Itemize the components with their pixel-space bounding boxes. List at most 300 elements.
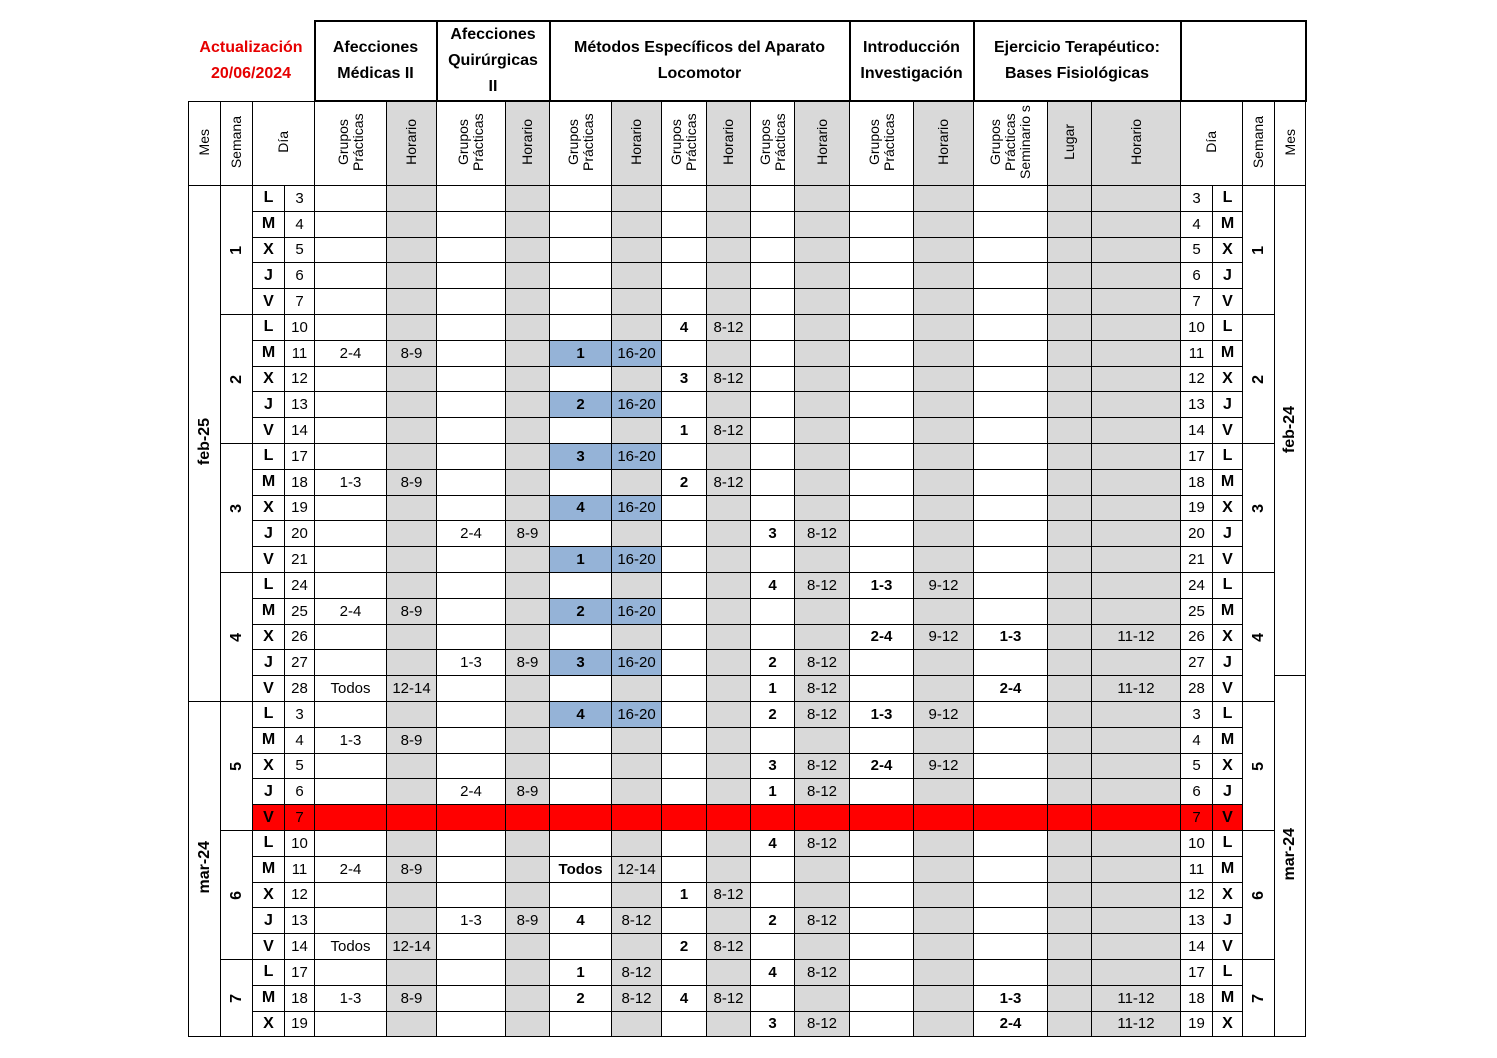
cell-me3h [795, 314, 850, 340]
cell-me2h [707, 676, 751, 702]
cell-me1g [550, 366, 612, 392]
day-letter: V [253, 547, 285, 573]
day-letter: L [253, 572, 285, 598]
day-letter-right: X [1213, 1011, 1243, 1037]
cell-aqh: 8-9 [506, 908, 550, 934]
cell-me3g [751, 443, 795, 469]
day-number-right: 18 [1181, 469, 1213, 495]
cell-amg [315, 805, 387, 831]
cell-me3h: 8-12 [795, 959, 850, 985]
cell-aqg [437, 882, 506, 908]
cell-aqh [506, 985, 550, 1011]
cell-me1g [550, 779, 612, 805]
cell-amg [315, 753, 387, 779]
cell-aqh [506, 418, 550, 444]
cell-aqh [506, 624, 550, 650]
cell-lugar [1048, 443, 1092, 469]
cell-lugar [1048, 314, 1092, 340]
cell-eg [974, 727, 1048, 753]
cell-eg [974, 211, 1048, 237]
cell-lugar [1048, 934, 1092, 960]
cell-me3h: 8-12 [795, 572, 850, 598]
cell-eh: 11-12 [1092, 676, 1181, 702]
day-number: 14 [285, 418, 315, 444]
cell-ig [850, 521, 914, 547]
col-grupos [850, 101, 914, 186]
cell-eh [1092, 314, 1181, 340]
cell-eh: 11-12 [1092, 985, 1181, 1011]
cell-amg [315, 418, 387, 444]
cell-me1h [612, 237, 662, 263]
cell-aqg [437, 418, 506, 444]
cell-me3h: 8-12 [795, 650, 850, 676]
week-number: 5 [1249, 761, 1267, 771]
col-label: Mes [196, 128, 212, 155]
table-row [189, 186, 1306, 212]
day-number: 13 [285, 392, 315, 418]
cell-aqh [506, 934, 550, 960]
col-lugar [1048, 101, 1092, 186]
cell-amh: 8-9 [387, 856, 437, 882]
subject-line: Ejercicio Terapéutico: [994, 39, 1160, 56]
cell-me2g [662, 805, 707, 831]
cell-eh [1092, 211, 1181, 237]
cell-me3g [751, 314, 795, 340]
cell-me2g [662, 392, 707, 418]
cell-ih [914, 469, 974, 495]
cell-aqh [506, 1011, 550, 1037]
week-cell-left [221, 959, 253, 1036]
cell-aqg [437, 186, 506, 212]
cell-lugar [1048, 805, 1092, 831]
cell-aqg [437, 1011, 506, 1037]
cell-amg [315, 572, 387, 598]
cell-me2g [662, 701, 707, 727]
cell-ih [914, 443, 974, 469]
cell-amh [387, 366, 437, 392]
day-letter-right: V [1213, 676, 1243, 702]
day-number-right: 12 [1181, 366, 1213, 392]
cell-me2g [662, 340, 707, 366]
cell-me3h [795, 237, 850, 263]
cell-me2g [662, 443, 707, 469]
cell-me2h [707, 830, 751, 856]
day-letter-right: M [1213, 340, 1243, 366]
cell-ig: 1-3 [850, 701, 914, 727]
day-number-right: 14 [1181, 934, 1213, 960]
cell-ih [914, 263, 974, 289]
cell-ih [914, 805, 974, 831]
cell-aqg [437, 959, 506, 985]
day-letter-right: X [1213, 495, 1243, 521]
cell-eg [974, 418, 1048, 444]
cell-me2h [707, 340, 751, 366]
cell-eg [974, 547, 1048, 573]
cell-me2g [662, 1011, 707, 1037]
cell-eh [1092, 753, 1181, 779]
cell-amh [387, 547, 437, 573]
cell-lugar [1048, 340, 1092, 366]
cell-amh [387, 314, 437, 340]
cell-amg [315, 443, 387, 469]
subject-afecciones-quirurgicas [437, 21, 550, 101]
cell-me1h: 16-20 [612, 495, 662, 521]
cell-me2g [662, 676, 707, 702]
cell-eg [974, 263, 1048, 289]
cell-ih [914, 211, 974, 237]
table-row [189, 830, 1306, 856]
col-mes [189, 101, 221, 186]
cell-me2g [662, 547, 707, 573]
day-letter-right: V [1213, 934, 1243, 960]
cell-me2g [662, 908, 707, 934]
cell-aqg [437, 727, 506, 753]
col-label: Horario [403, 119, 419, 165]
day-number: 17 [285, 959, 315, 985]
cell-amg [315, 392, 387, 418]
col-label: Horario [628, 119, 644, 165]
cell-ih [914, 934, 974, 960]
cell-me3g: 1 [751, 779, 795, 805]
cell-me2g [662, 237, 707, 263]
cell-ig [850, 547, 914, 573]
col-semana-right [1243, 101, 1275, 186]
cell-aqg [437, 934, 506, 960]
cell-eh [1092, 237, 1181, 263]
day-letter: V [253, 934, 285, 960]
update-label: Actualización [199, 38, 303, 56]
cell-me1g [550, 263, 612, 289]
subject-introduccion-investigacion [850, 21, 974, 101]
cell-eg [974, 805, 1048, 831]
cell-eh [1092, 934, 1181, 960]
month-label: mar-24 [195, 841, 213, 894]
cell-ig [850, 495, 914, 521]
table-row [189, 314, 1306, 340]
cell-me2h [707, 805, 751, 831]
cell-me3g [751, 727, 795, 753]
cell-aqg [437, 985, 506, 1011]
cell-ih: 9-12 [914, 753, 974, 779]
cell-me2g: 2 [662, 934, 707, 960]
cell-eh [1092, 186, 1181, 212]
cell-amh [387, 624, 437, 650]
cell-me1g [550, 1011, 612, 1037]
cell-ig [850, 237, 914, 263]
cell-me3h: 8-12 [795, 701, 850, 727]
cell-ih [914, 495, 974, 521]
month-cell-left [189, 701, 221, 1036]
cell-eg [974, 495, 1048, 521]
cell-aqh [506, 366, 550, 392]
cell-me2h: 8-12 [707, 366, 751, 392]
day-number: 5 [285, 753, 315, 779]
cell-me3h: 8-12 [795, 779, 850, 805]
day-letter-right: V [1213, 418, 1243, 444]
cell-me2h [707, 959, 751, 985]
month-label: feb-24 [1281, 405, 1298, 453]
cell-amh [387, 186, 437, 212]
table-row [189, 727, 1306, 753]
cell-me1h [612, 753, 662, 779]
cell-amh [387, 882, 437, 908]
cell-me2h [707, 289, 751, 315]
cell-eg [974, 237, 1048, 263]
cell-aqg [437, 572, 506, 598]
cell-ig [850, 443, 914, 469]
col-label: Semana [228, 115, 244, 168]
cell-aqh [506, 727, 550, 753]
cell-amg [315, 908, 387, 934]
cell-eg [974, 908, 1048, 934]
cell-amh [387, 830, 437, 856]
week-number: 3 [1249, 503, 1267, 513]
cell-lugar [1048, 366, 1092, 392]
cell-eh [1092, 830, 1181, 856]
cell-amh [387, 495, 437, 521]
table-row [189, 521, 1306, 547]
cell-ih [914, 830, 974, 856]
day-letter: J [253, 263, 285, 289]
cell-aqh [506, 676, 550, 702]
cell-me1h: 8-12 [612, 985, 662, 1011]
cell-eh [1092, 727, 1181, 753]
cell-eh [1092, 598, 1181, 624]
cell-me2g: 4 [662, 985, 707, 1011]
cell-me1g [550, 418, 612, 444]
cell-me3g: 2 [751, 650, 795, 676]
day-number-right: 26 [1181, 624, 1213, 650]
day-number-right: 5 [1181, 753, 1213, 779]
day-letter-right: V [1213, 805, 1243, 831]
cell-aqh [506, 882, 550, 908]
day-number: 12 [285, 366, 315, 392]
col-horario [612, 101, 662, 186]
week-number: 4 [227, 632, 245, 642]
cell-me3g [751, 263, 795, 289]
cell-amg [315, 237, 387, 263]
cell-me3g [751, 289, 795, 315]
cell-me2g [662, 598, 707, 624]
cell-aqh [506, 392, 550, 418]
cell-eh [1092, 805, 1181, 831]
table-row [189, 418, 1306, 444]
cell-aqh: 8-9 [506, 521, 550, 547]
day-number: 19 [285, 1011, 315, 1037]
cell-me3g [751, 598, 795, 624]
cell-me1g [550, 572, 612, 598]
col-grupos-seminarios [974, 101, 1048, 186]
cell-amg: 1-3 [315, 727, 387, 753]
cell-me3h: 8-12 [795, 676, 850, 702]
cell-me3h [795, 495, 850, 521]
subject-afecciones-medicas [315, 21, 437, 101]
col-grupos [315, 101, 387, 186]
day-number-right: 18 [1181, 985, 1213, 1011]
col-label: Horario [519, 119, 535, 165]
day-letter: X [253, 882, 285, 908]
table-row [189, 908, 1306, 934]
table-row [189, 469, 1306, 495]
week-number: 1 [227, 245, 245, 255]
day-number-right: 13 [1181, 908, 1213, 934]
cell-me3h [795, 624, 850, 650]
day-number-right: 10 [1181, 314, 1213, 340]
table-row [189, 985, 1306, 1011]
cell-me1h [612, 1011, 662, 1037]
cell-eh [1092, 959, 1181, 985]
day-number: 27 [285, 650, 315, 676]
cell-ig: 2-4 [850, 624, 914, 650]
day-number-right: 10 [1181, 830, 1213, 856]
day-number-right: 3 [1181, 186, 1213, 212]
cell-amh [387, 959, 437, 985]
cell-aqg [437, 211, 506, 237]
day-letter-right: J [1213, 392, 1243, 418]
cell-ih [914, 598, 974, 624]
cell-aqg [437, 805, 506, 831]
day-letter-right: L [1213, 572, 1243, 598]
cell-ig [850, 882, 914, 908]
cell-lugar [1048, 650, 1092, 676]
cell-amh [387, 908, 437, 934]
cell-ig [850, 830, 914, 856]
col-label: Día [275, 130, 291, 153]
day-number: 11 [285, 856, 315, 882]
cell-me2h [707, 186, 751, 212]
week-cell-right [1243, 186, 1275, 315]
cell-me2h [707, 237, 751, 263]
cell-eh [1092, 650, 1181, 676]
cell-lugar [1048, 392, 1092, 418]
cell-eh [1092, 392, 1181, 418]
cell-me1h [612, 624, 662, 650]
cell-me1g: 2 [550, 598, 612, 624]
cell-me1g: 2 [550, 392, 612, 418]
table-row [189, 882, 1306, 908]
cell-me2h [707, 392, 751, 418]
cell-me2g [662, 650, 707, 676]
cell-me2h [707, 1011, 751, 1037]
day-letter: L [253, 701, 285, 727]
day-letter-right: X [1213, 366, 1243, 392]
day-number: 11 [285, 340, 315, 366]
day-letter-right: J [1213, 779, 1243, 805]
cell-ig [850, 856, 914, 882]
day-number-right: 4 [1181, 727, 1213, 753]
day-number-right: 25 [1181, 598, 1213, 624]
cell-aqh [506, 805, 550, 831]
cell-me1g: 4 [550, 701, 612, 727]
cell-amh [387, 1011, 437, 1037]
cell-ih [914, 650, 974, 676]
cell-eh [1092, 856, 1181, 882]
col-label: Mes [1281, 128, 1298, 156]
cell-ig [850, 934, 914, 960]
cell-ig [850, 314, 914, 340]
cell-aqg [437, 289, 506, 315]
cell-lugar [1048, 959, 1092, 985]
day-letter: J [253, 521, 285, 547]
col-semana [221, 101, 253, 186]
cell-me1g [550, 186, 612, 212]
cell-amg [315, 547, 387, 573]
table-row [189, 263, 1306, 289]
cell-amh: 8-9 [387, 469, 437, 495]
day-number: 6 [285, 779, 315, 805]
day-number-right: 27 [1181, 650, 1213, 676]
day-letter: M [253, 985, 285, 1011]
cell-me3h: 8-12 [795, 521, 850, 547]
cell-ig [850, 289, 914, 315]
month-cell-right [1275, 676, 1306, 1037]
cell-me3g [751, 366, 795, 392]
cell-aqg [437, 340, 506, 366]
cell-me1g [550, 211, 612, 237]
cell-me2h [707, 701, 751, 727]
cell-me3h [795, 211, 850, 237]
cell-eh [1092, 521, 1181, 547]
table-row [189, 624, 1306, 650]
cell-eg [974, 572, 1048, 598]
day-number-right: 24 [1181, 572, 1213, 598]
cell-ig [850, 469, 914, 495]
table-row [189, 959, 1306, 985]
cell-ih [914, 418, 974, 444]
cell-lugar [1048, 211, 1092, 237]
cell-aqg [437, 624, 506, 650]
cell-lugar [1048, 727, 1092, 753]
cell-eh [1092, 882, 1181, 908]
table-row [189, 366, 1306, 392]
cell-me2g [662, 521, 707, 547]
day-letter-right: L [1213, 701, 1243, 727]
cell-amh [387, 418, 437, 444]
cell-me3g: 3 [751, 753, 795, 779]
week-cell-right [1243, 959, 1275, 1036]
cell-eh [1092, 469, 1181, 495]
cell-lugar [1048, 830, 1092, 856]
cell-amg: 1-3 [315, 469, 387, 495]
day-letter-right: M [1213, 469, 1243, 495]
col-label: Día [1203, 131, 1219, 153]
day-number: 13 [285, 908, 315, 934]
subject-line: Afecciones [450, 26, 536, 43]
day-letter: V [253, 676, 285, 702]
cell-ig [850, 779, 914, 805]
cell-aqg [437, 392, 506, 418]
cell-me3h [795, 934, 850, 960]
cell-me2h [707, 547, 751, 573]
cell-eh [1092, 572, 1181, 598]
cell-me2g [662, 753, 707, 779]
day-letter: M [253, 469, 285, 495]
day-letter-right: V [1213, 547, 1243, 573]
cell-me2h [707, 727, 751, 753]
cell-eg [974, 340, 1048, 366]
cell-ih: 9-12 [914, 572, 974, 598]
cell-lugar [1048, 701, 1092, 727]
day-number: 6 [285, 263, 315, 289]
cell-lugar [1048, 237, 1092, 263]
cell-ih [914, 1011, 974, 1037]
table-row [189, 340, 1306, 366]
cell-aqg [437, 753, 506, 779]
cell-aqh [506, 186, 550, 212]
day-letter-right: L [1213, 443, 1243, 469]
cell-me1h [612, 314, 662, 340]
day-number-right: 28 [1181, 676, 1213, 702]
